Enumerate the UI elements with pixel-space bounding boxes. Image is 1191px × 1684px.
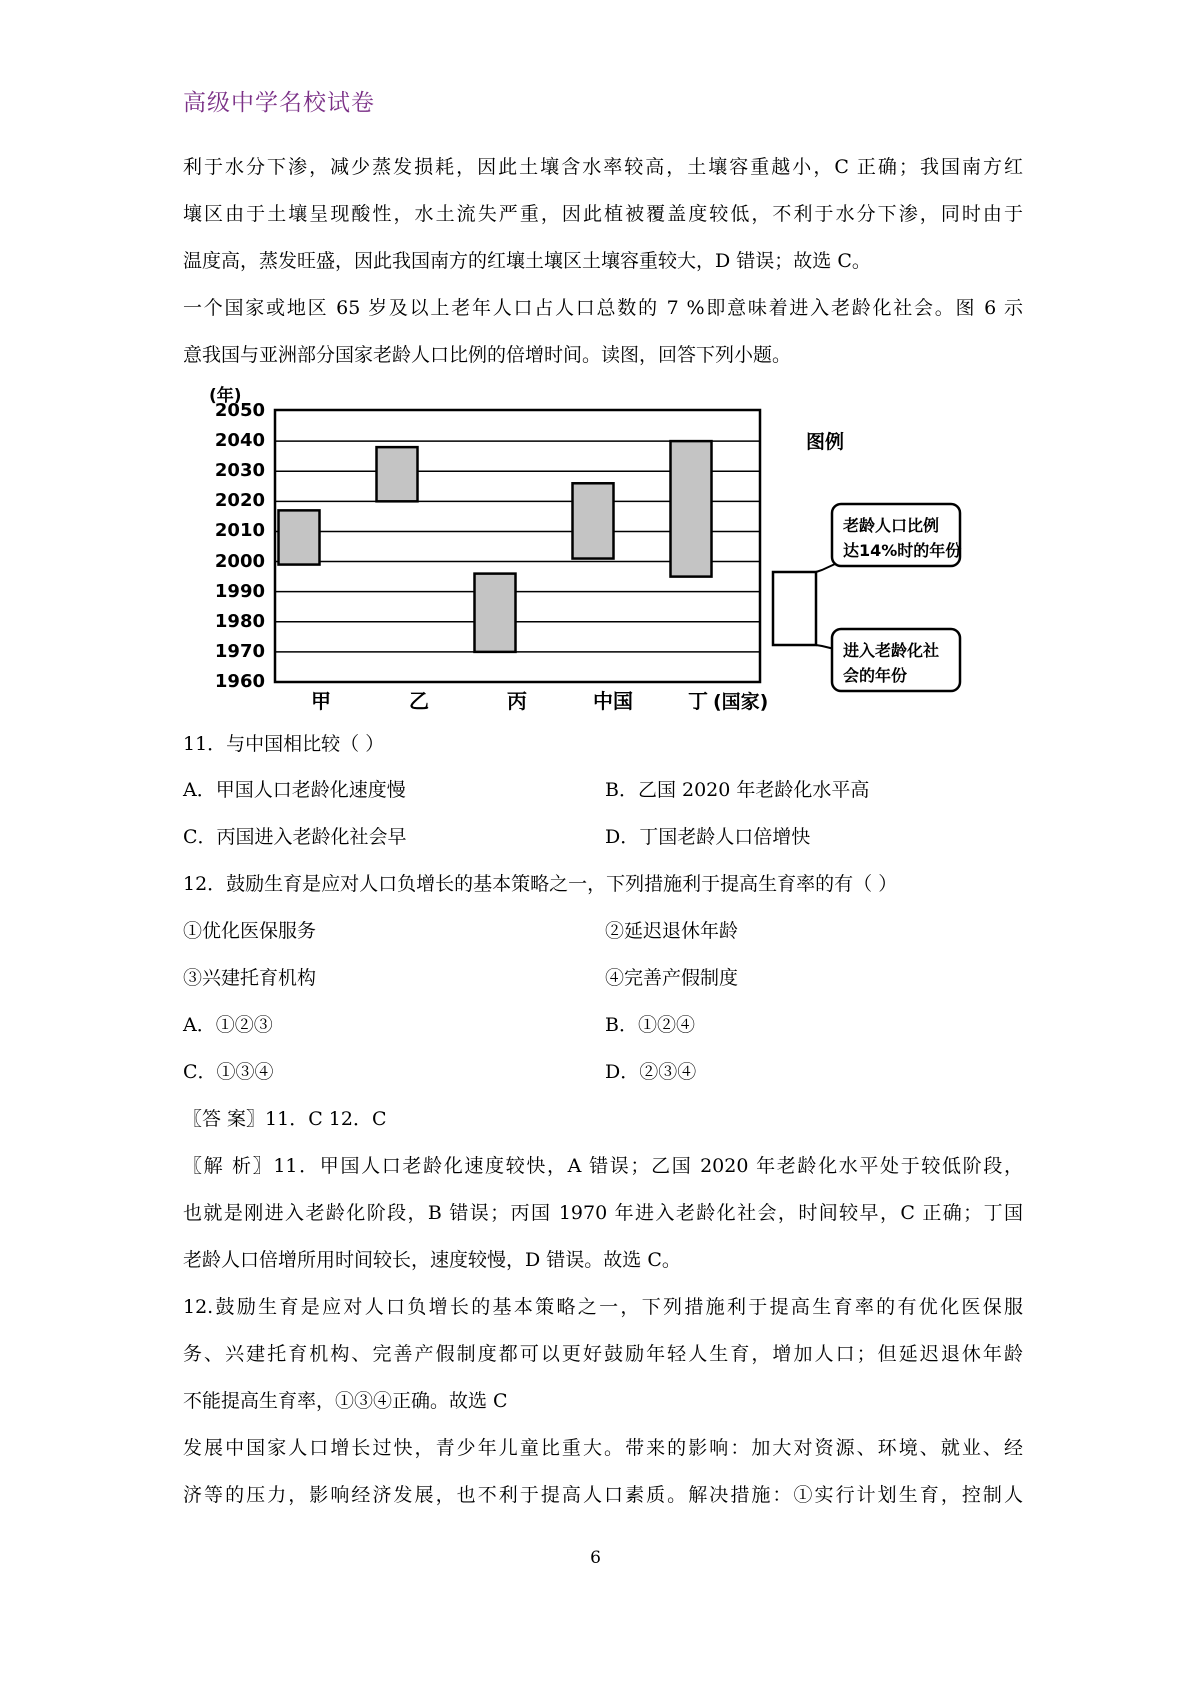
legend-title: 图例: [806, 431, 845, 453]
text-line: 也就是刚进入老龄化阶段，B 错误；丙国 1970 年进入老龄化社会，时间较早，C 正确；丁国: [183, 1202, 1023, 1224]
y-tick-label: 2040: [214, 430, 265, 451]
text-line: 意我国与亚洲部分国家老龄人口比例的倍增时间。读图，回答下列小题。: [183, 344, 792, 366]
x-tick-label: 丙: [507, 689, 527, 713]
y-tick-label: 1970: [214, 641, 265, 662]
question-12-row-1: [183, 1002, 1023, 1049]
item-4: ④完善产假制度: [605, 967, 739, 989]
legend-bar: [773, 572, 816, 645]
y-tick-label: 2030: [214, 460, 265, 481]
extra-paragraph: [183, 1425, 1023, 1519]
analysis-12: [183, 1284, 1023, 1425]
option-d[interactable]: D．②③④: [605, 1061, 697, 1083]
y-tick-label: 2020: [214, 490, 265, 511]
item-1: ①优化医保服务: [183, 920, 317, 942]
question-12-items-2: [183, 955, 1023, 1002]
question-11-row-1: [183, 767, 1023, 814]
bar-4: [573, 483, 614, 558]
y-axis-label: (年): [209, 386, 242, 406]
legend-top-line1: 老龄人口比例: [843, 516, 940, 535]
legend-bottom-line1: 进入老龄化社: [843, 641, 940, 660]
question-12-row-2: [183, 1049, 1023, 1096]
bar-1: [279, 510, 320, 564]
paragraph-intro: [183, 285, 1023, 379]
y-tick-label: 1980: [214, 611, 265, 632]
analysis-11: [183, 1143, 1023, 1284]
option-b[interactable]: B．①②④: [605, 1014, 695, 1036]
question-12-items-1: [183, 908, 1023, 955]
text-line: 不能提高生育率，①③④正确。故选 C: [183, 1390, 508, 1412]
question-11-stem: 11．与中国相比较（ ）: [183, 733, 385, 755]
legend: [773, 430, 961, 691]
text-line: 老龄人口倍增所用时间较长，速度较慢，D 错误。故选 C。: [183, 1249, 681, 1271]
text-line: 发展中国家人口增长过快，青少年儿童比重大。带来的影响：加大对资源、环境、就业、经: [183, 1437, 1023, 1459]
question-11-row-2: [183, 814, 1023, 861]
x-tick-label: 乙: [409, 689, 429, 713]
paragraph-soil: [183, 144, 1023, 285]
text-line: 12.鼓励生育是应对人口负增长的基本策略之一，下列措施利于提高生育率的有优化医保服: [183, 1296, 1023, 1318]
x-tick-label: 丁: [688, 689, 708, 713]
option-a[interactable]: A．甲国人口老龄化速度慢: [183, 779, 406, 801]
item-2: ②延迟退休年龄: [605, 920, 739, 942]
y-tick-label: 2010: [214, 520, 265, 541]
text-line: 务、兴建托育机构、完善产假制度都可以更好鼓励年轻人生育，增加人口；但延迟退休年龄: [183, 1343, 1023, 1365]
item-3: ③兴建托育机构: [183, 967, 317, 989]
text-line: 一个国家或地区 65 岁及以上老年人口占人口总数的 7 %即意味着进入老龄化社会。图 6 示: [183, 297, 1023, 319]
legend-bottom-line2: 会的年份: [843, 666, 908, 685]
text-line: 利于水分下渗，减少蒸发损耗，因此土壤含水率较高，土壤容重越小，C 正确；我国南方红: [183, 156, 1023, 178]
text-line: 温度高，蒸发旺盛，因此我国南方的红壤土壤区土壤容重较大，D 错误；故选 C。: [183, 250, 871, 272]
answer-line: 〖答 案〗11．C 12．C: [183, 1108, 387, 1130]
x-ticks: [311, 689, 768, 713]
text-line: 〖解 析〗11．甲国人口老龄化速度较快，A 错误；乙国 2020 年老龄化水平处于较低阶段，: [183, 1155, 1023, 1177]
legend-top-line2: 达14%时的年份: [843, 541, 962, 560]
question-12-stem: 12．鼓励生育是应对人口负增长的基本策略之一，下列措施利于提高生育率的有（ ）: [183, 873, 898, 895]
option-c[interactable]: C．丙国进入老龄化社会早: [183, 826, 407, 848]
text-line: 济等的压力，影响经济发展，也不利于提高人口素质。解决措施：①实行计划生育，控制人: [183, 1484, 1023, 1506]
bar-2: [377, 447, 418, 501]
y-tick-label: 2050: [214, 400, 265, 421]
page-header: 高级中学名校试卷: [183, 90, 375, 116]
page-number: 6: [590, 1548, 601, 1568]
x-tick-label: 甲: [311, 689, 331, 713]
option-d[interactable]: D．丁国老龄人口倍增快: [605, 826, 811, 848]
option-c[interactable]: C．①③④: [183, 1061, 274, 1083]
y-tick-label: 1990: [214, 581, 265, 602]
bar-5: [671, 441, 712, 576]
text-line: 壤区由于土壤呈现酸性，水土流失严重，因此植被覆盖度较低，不利于水分下渗，同时由于: [183, 203, 1023, 225]
bars: [279, 441, 712, 652]
y-tick-label: 1960: [214, 671, 265, 692]
x-axis-label: (国家): [713, 691, 769, 713]
option-b[interactable]: B．乙国 2020 年老龄化水平高: [605, 779, 870, 801]
y-ticks: [215, 400, 265, 692]
bar-3: [475, 574, 516, 652]
y-tick-label: 2000: [214, 551, 265, 572]
x-tick-label: 中国: [593, 689, 633, 713]
aging-chart: [195, 382, 995, 717]
option-a[interactable]: A．①②③: [183, 1014, 273, 1036]
